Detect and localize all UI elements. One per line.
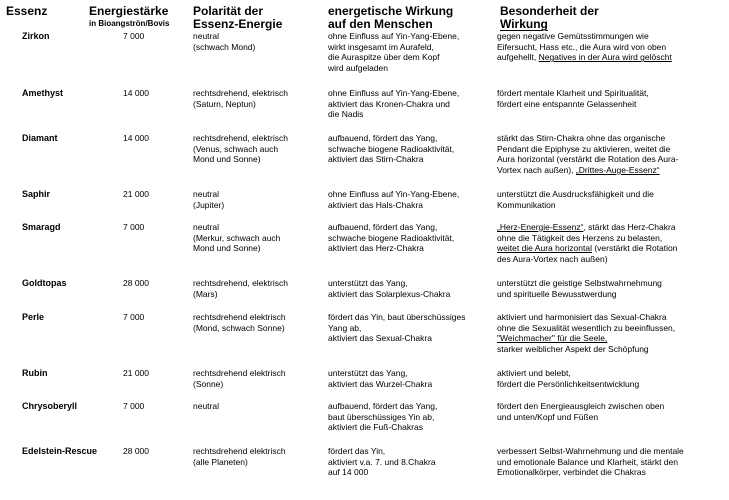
polaritaet-text: rechtsdrehend elektrisch (Mond, schwach Sonne) <box>193 312 286 333</box>
energie-value: 28 000 <box>123 446 149 456</box>
besonderheit-text <box>497 31 672 63</box>
polaritaet-text: rechtsdrehend elektrisch (Sonne) <box>193 368 286 389</box>
header-energie-text: Energiestärke <box>89 4 169 18</box>
essenz-name: Zirkon <box>22 31 50 41</box>
header-besonderheit-line2 <box>500 18 711 31</box>
wirkung-text: aufbauend, fördert das Yang, baut überschüssiges Yin ab, aktiviert die Fuß-Chakras <box>328 401 438 433</box>
polaritaet-text: rechtsdrehend, elektrisch (Saturn, Neptun) <box>193 88 288 109</box>
header-energie <box>89 5 169 29</box>
besonderheit-segment: verbessert Selbst-Wahrnehmung und die mentale und emotionale Balance und Klarheit, stärkt den Emotionalkörper, verbindet die Chakras <box>497 446 684 478</box>
besonderheit-segment: fördert mentale Klarheit und Spiritualität, fördert eine entspannte Gelassenheit <box>497 88 649 109</box>
besonderheit-highlight: "Weichmacher" für die Seele, <box>497 333 608 344</box>
besonderheit-highlight: „Herz-Energie-Essenz“ <box>497 222 584 232</box>
polaritaet-text: neutral (Merkur, schwach auch Mond und Sonne) <box>193 222 281 254</box>
polaritaet-text: rechtsdrehend elektrisch (alle Planeten) <box>193 446 286 467</box>
wirkung-text: unterstützt das Yang, aktiviert das Wurzel-Chakra <box>328 368 433 389</box>
besonderheit-segment: aktiviert und belebt, fördert die Persönlichkeitsentwicklung <box>497 368 640 389</box>
wirkung-text: ohne Einfluss auf Yin-Yang-Ebene, wirkt insgesamt im Aurafeld, die Auraspitze über dem Kopf wird aufgeladen <box>328 31 460 73</box>
energie-value: 7 000 <box>123 222 145 232</box>
essenz-name: Saphir <box>22 189 51 199</box>
essenz-name: Edelstein-Rescue <box>22 446 98 456</box>
energie-value: 7 000 <box>123 401 145 411</box>
wirkung-text: aufbauend, fördert das Yang, schwache biogene Radioaktivität, aktiviert das Stirn-Chakra <box>328 133 455 165</box>
wirkung-text: unterstützt das Yang, aktiviert das Solarplexus-Chakra <box>328 278 451 299</box>
besonderheit-segment: (verstärkt die Rotation des Aura-Vortex nach außen) <box>497 243 678 264</box>
besonderheit-text <box>497 189 654 210</box>
polaritaet-text: neutral (Jupiter) <box>193 189 225 210</box>
header-wirkung <box>328 5 453 31</box>
essenz-name: Amethyst <box>22 88 64 98</box>
besonderheit-segment: unterstützt die Ausdrucksfähigkeit und die Kommunikation <box>497 189 654 210</box>
besonderheit-text <box>497 401 664 422</box>
polaritaet-text: neutral <box>193 401 219 411</box>
header-essenz-text: Essenz <box>6 4 48 18</box>
besonderheit-segment: starker weiblicher Aspekt der Schöpfung <box>497 343 649 354</box>
polaritaet-text: rechtsdrehend, elektrisch (Mars) <box>193 278 288 299</box>
header-besonderheit-line1: Besonderheit der <box>500 4 599 18</box>
besonderheit-highlight: Negatives in der Aura wird gelöscht <box>538 52 672 63</box>
essenz-name: Chrysoberyll <box>22 401 78 411</box>
besonderheit-text <box>497 278 662 299</box>
header-polaritaet-line2: Essenz-Energie <box>193 17 283 31</box>
energie-value: 21 000 <box>123 368 149 378</box>
wirkung-text: aufbauend, fördert das Yang, schwache biogene Radioaktivität, aktiviert das Herz-Chakra <box>328 222 455 254</box>
header-wirkung-line2: auf den Menschen <box>328 17 433 31</box>
header-energie-subtitle: in Bioangströn/Bovis <box>89 19 170 28</box>
besonderheit-highlight: weitet die Aura horizontal <box>497 243 592 254</box>
header-polaritaet <box>193 5 282 31</box>
energie-value: 14 000 <box>123 133 149 143</box>
besonderheit-segment: unterstützt die geistige Selbstwahrnehmung und spirituelle Bewusstwerdung <box>497 278 662 299</box>
essenz-name: Rubin <box>22 368 48 378</box>
wirkung-text: fördert das Yin, baut überschüssiges Yang ab, aktiviert das Sexual-Chakra <box>328 312 466 344</box>
wirkung-text: ohne Einfluss auf Yin-Yang-Ebene, aktiviert das Hals-Chakra <box>328 189 460 210</box>
besonderheit-text <box>497 368 639 389</box>
polaritaet-text: rechtsdrehend, elektrisch (Venus, schwach auch Mond und Sonne) <box>193 133 288 165</box>
besonderheit-text <box>497 133 678 175</box>
energie-value: 14 000 <box>123 88 149 98</box>
besonderheit-segment: stärkt das Stirn-Chakra ohne das organische Pendant die Epiphyse zu aktivieren, weitet die Aura horizontal (verstärkt die Rotation des Aura- Vortex nach außen), <box>497 133 679 175</box>
besonderheit-text <box>497 446 684 478</box>
header-polaritaet-line1: Polarität der <box>193 4 264 18</box>
header-besonderheit <box>500 5 717 31</box>
essenz-name: Perle <box>22 312 45 322</box>
besonderheit-segment: fördert den Energieausgleich zwischen oben und unten/Kopf und Füßen <box>497 401 665 422</box>
besonderheit-segment: aktiviert und harmonisiert das Sexual-Chakra ohne die Sexualität wesentlich zu beeinflussen, <box>497 312 676 333</box>
energie-value: 7 000 <box>123 312 145 322</box>
besonderheit-text <box>497 222 678 264</box>
header-besonderheit-line2-text: Wirkung <box>500 17 548 31</box>
besonderheit-text <box>497 312 675 354</box>
energie-value: 28 000 <box>123 278 149 288</box>
essenz-name: Smaragd <box>22 222 61 232</box>
energie-value: 21 000 <box>123 189 149 199</box>
header-essenz <box>6 5 47 18</box>
essenz-name: Diamant <box>22 133 58 143</box>
header-wirkung-line1: energetische Wirkung <box>328 4 454 18</box>
besonderheit-segment: , stärkt das Herz-Chakra ohne die Tätigkeit des Herzens zu belasten, <box>497 222 676 243</box>
besonderheit-segment: gegen negative Gemütsstimmungen wie Eifersucht, Hass etc., die Aura wird von oben aufgehellt, <box>497 31 667 63</box>
polaritaet-text: neutral (schwach Mond) <box>193 31 256 52</box>
essenz-name: Goldtopas <box>22 278 67 288</box>
energie-value: 7 000 <box>123 31 145 41</box>
besonderheit-highlight: „Drittes-Auge-Essenz“ <box>575 164 660 175</box>
wirkung-text: fördert das Yin, aktiviert v.a. 7. und 8.Chakra auf 14 000 <box>328 446 436 478</box>
besonderheit-text <box>497 88 649 109</box>
wirkung-text: ohne Einfluss auf Yin-Yang-Ebene, aktiviert das Kronen-Chakra und die Nadis <box>328 88 460 120</box>
